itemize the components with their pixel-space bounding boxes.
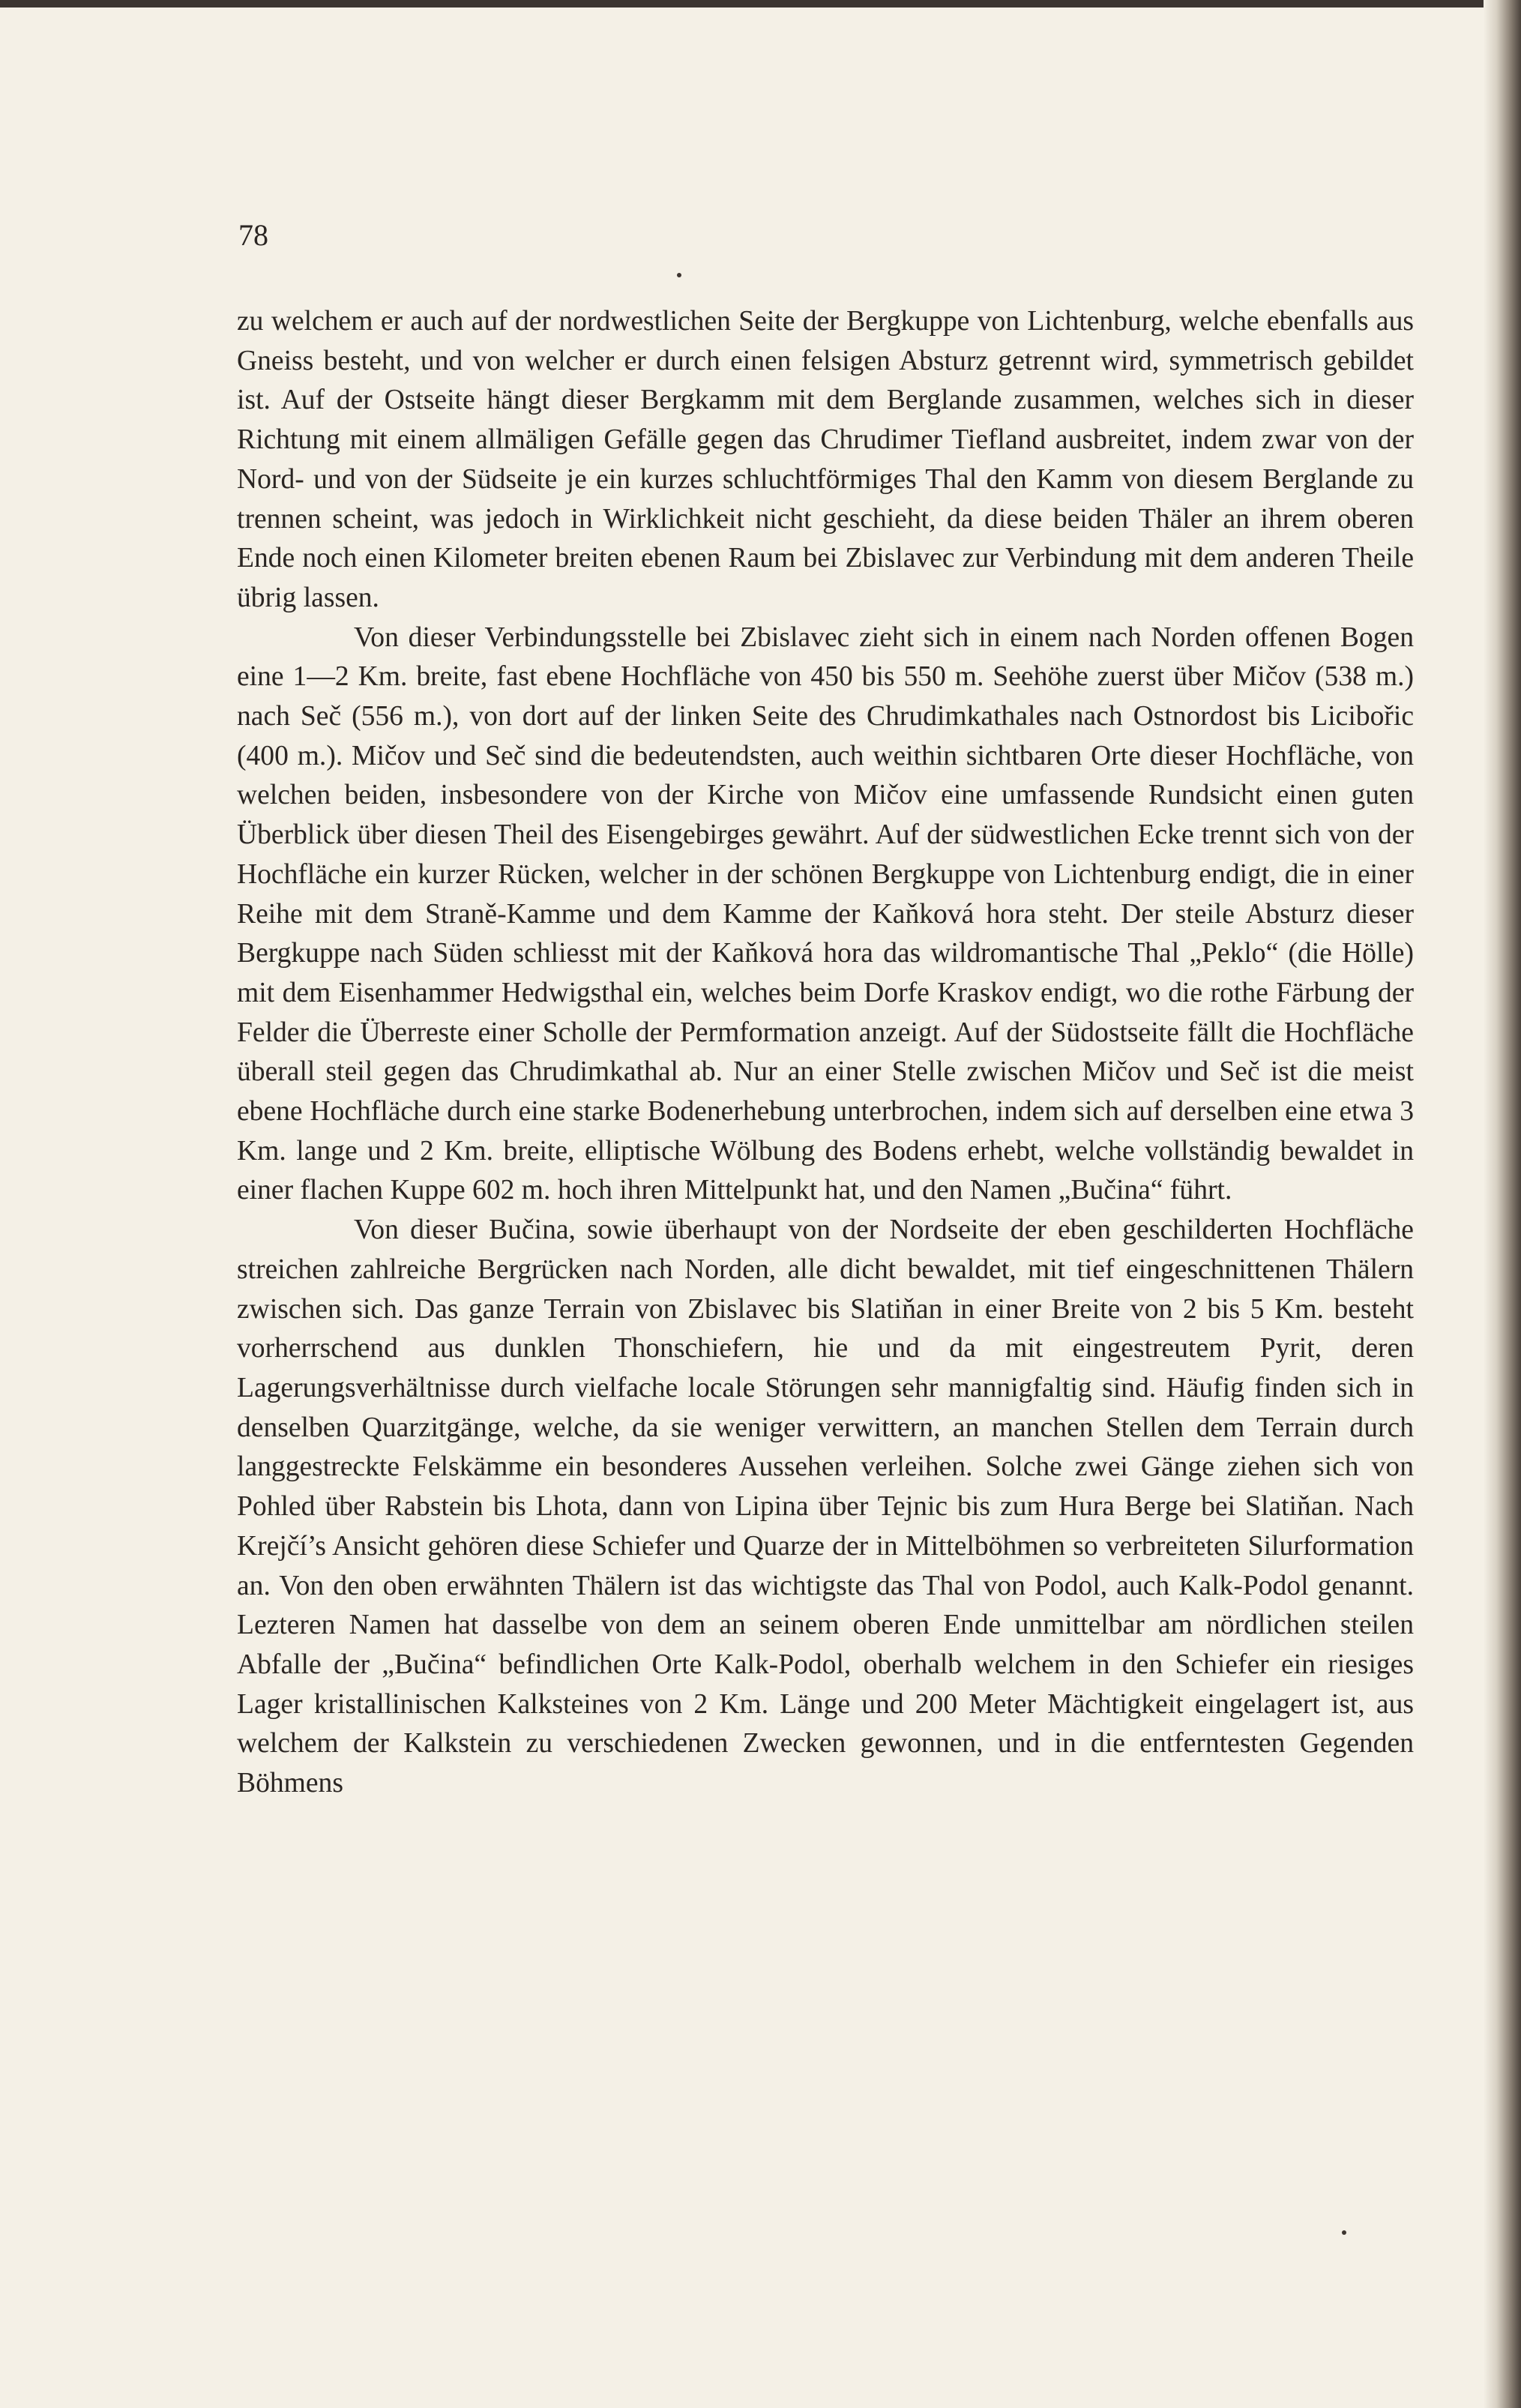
scan-speck <box>1342 2230 1346 2235</box>
paragraph-continued: zu welchem er auch auf der nordwestlichen Seite der Bergkuppe von Lichtenburg, welche ebenfalls aus Gneiss besteht, und von welcher er durch einen felsigen Absturz getrennt wird, symmetrisch gebildet ist. Auf der Ostseite hängt dieser Bergkamm mit dem Berglande zusammen, welches sich in dieser Richtung mit einem allmäligen Gefälle gegen das Chrudimer Tiefland ausbreitet, indem zwar von der Nord- und von der Südseite je ein kurzes schluchtförmiges Thal den Kamm von diesem Berglande zu trennen scheint, was jedoch in Wirklichkeit nicht geschieht, da diese beiden Thäler an ihrem oberen Ende noch einen Kilometer breiten ebenen Raum bei Zbislavec zur Verbindung mit dem anderen Theile übrig lassen. <box>237 306 1414 613</box>
paragraph-bucina: Von dieser Bučina, sowie überhaupt von der Nordseite der eben geschilderten Hochfläche streichen zahlreiche Bergrücken nach Norden, alle dicht bewaldet, mit tief eingeschnittenen Thälern zwischen sich. Das ganze Terrain von Zbislavec bis Slatiňan in einer Breite von 2 bis 5 Km. besteht vorherrschend aus dunklen Thonschiefern, hie und da mit eingestreutem Pyrit, deren Lagerungsverhältnisse durch vielfache locale Störungen sehr mannigfaltig sind. Häufig finden sich in denselben Quarzitgänge, welche, da sie weniger verwittern, an manchen Stellen dem Terrain durch langgestreckte Felskämme ein besonderes Aussehen verleihen. Solche zwei Gänge ziehen sich von Pohled über Rabstein bis Lhota, dann von Lipina über Tejnic bis zum Hura Berge bei Slatiňan. Nach Krejčí’s Ansicht gehören diese Schiefer und Quarze der in Mittelböhmen so verbreiteten Silurformation an. Von den oben erwähnten Thälern ist das wichtigste das Thal von Podol, auch Kalk-Podol genannt. Lezteren Namen hat dasselbe von dem an seinem oberen Ende unmittelbar am nördlichen steilen Abfalle der „Bučina“ befindlichen Orte Kalk-Podol, oberhalb welchem in den Schiefer ein riesiges Lager kristallinischen Kalksteines von 2 Km. Länge und 200 Meter Mächtigkeit eingelagert ist, aus welchem der Kalkstein zu verschiedenen Zwecken gewonnen, und in die entferntesten Gegenden Böhmens <box>237 1214 1414 1799</box>
scan-binding-shadow <box>1484 0 1521 2408</box>
body-text <box>237 302 1414 1804</box>
scan-speck <box>677 273 681 277</box>
page-number: 78 <box>238 218 268 252</box>
paragraph-hochflaeche: Von dieser Verbindungsstelle bei Zbislavec zieht sich in einem nach Norden offenen Bogen eine 1—2 Km. breite, fast ebene Hochfläche von 450 bis 550 m. Seehöhe zuerst über Mičov (538 m.) nach Seč (556 m.), von dort auf der linken Seite des Chrudimkathales nach Ostnordost bis Licibořic (400 m.). Mičov und Seč sind die bedeutendsten, auch weithin sichtbaren Orte dieser Hochfläche, von welchen beiden, insbesondere von der Kirche von Mičov eine umfassende Rundsicht einen guten Überblick über diesen Theil des Eisengebirges gewährt. Auf der südwestlichen Ecke trennt sich von der Hochfläche ein kurzer Rücken, welcher in der schönen Bergkuppe von Lichtenburg endigt, die in einer Reihe mit dem Straně-Kamme und dem Kamme der Kaňková hora steht. Der steile Absturz dieser Bergkuppe nach Süden schliesst mit der Kaňková hora das wildromantische Thal „Peklo“ (die Hölle) mit dem Eisenhammer Hedwigsthal ein, welches beim Dorfe Kraskov endigt, wo die rothe Färbung der Felder die Überreste einer Scholle der Permformation anzeigt. Auf der Südostseite fällt die Hochfläche überall steil gegen das Chrudimkathal ab. Nur an einer Stelle zwischen Mičov und Seč ist die meist ebene Hochfläche durch eine starke Bodenerhebung unterbrochen, indem sich auf derselben eine etwa 3 Km. lange und 2 Km. breite, elliptische Wölbung des Bodens erhebt, welche vollständig bewaldet in einer flachen Kuppe 602 m. hoch ihren Mittelpunkt hat, und den Namen „Bučina“ führt. <box>237 621 1414 1206</box>
scan-top-border <box>0 0 1521 7</box>
